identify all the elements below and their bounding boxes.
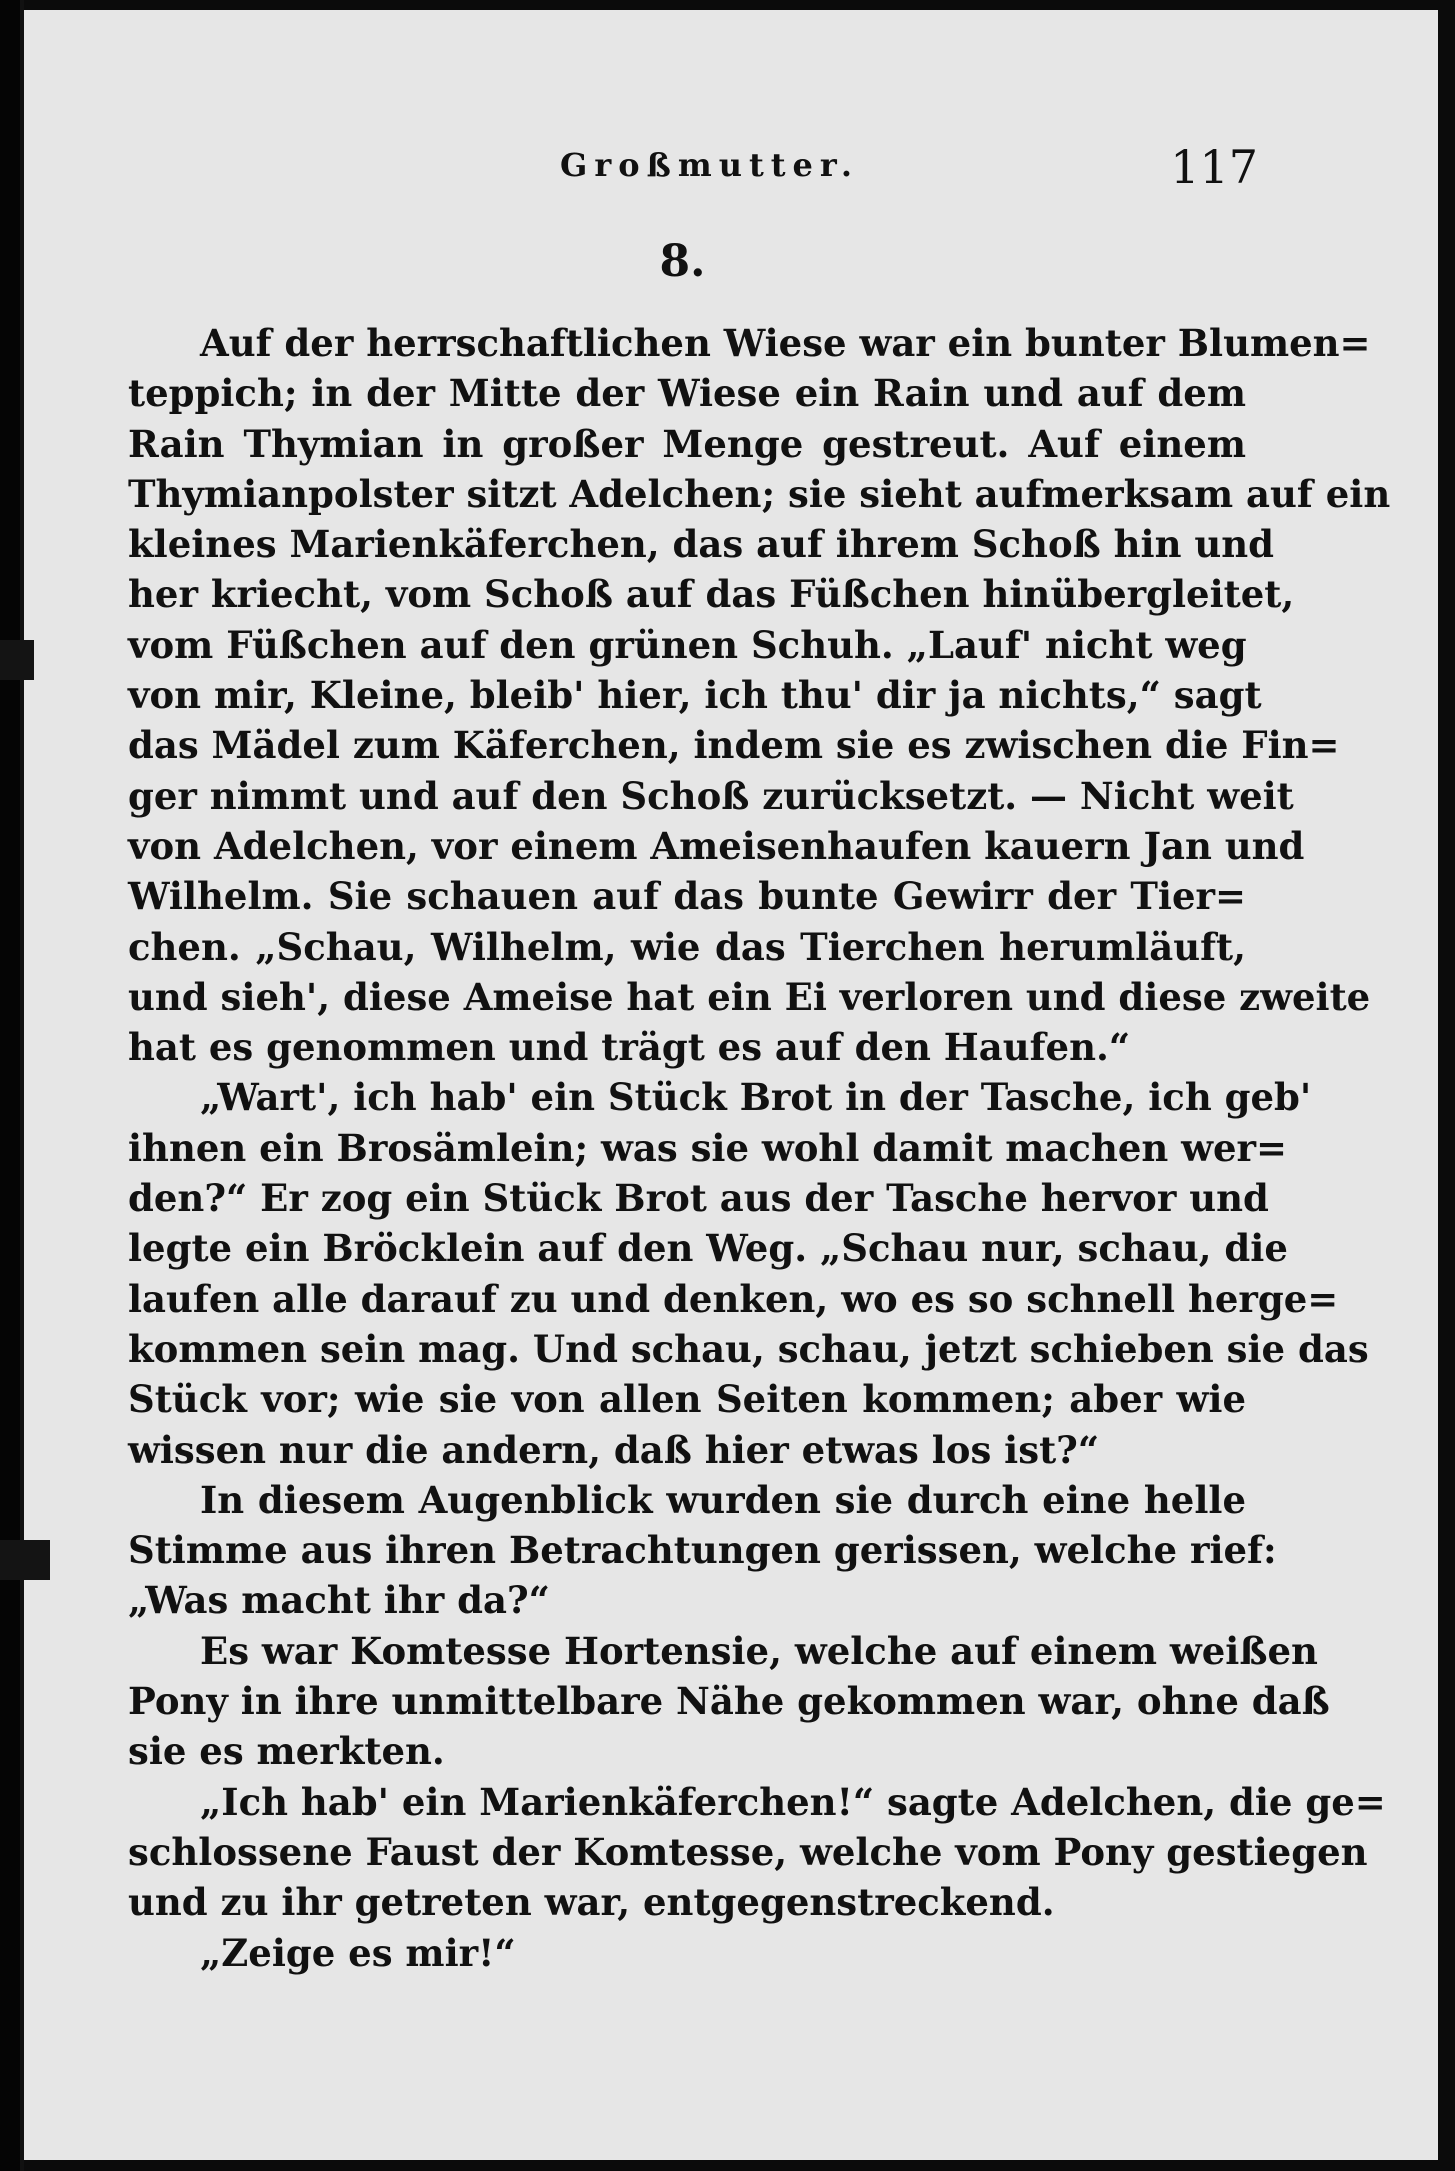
text-line: teppich; in der Mitte der Wiese ein Rain und auf dem [128, 371, 1246, 416]
text-line: das Mädel zum Käferchen, indem sie es zwischen die Fin= [128, 723, 1340, 768]
text-line: In diesem Augenblick wurden sie durch eine helle [200, 1477, 1246, 1522]
book-binding-edge [0, 0, 22, 2171]
section-number: 8. [659, 236, 706, 287]
text-line: Thymianpolster sitzt Adelchen; sie sieht aufmerksam auf ein [128, 471, 1391, 516]
binding-clip-mark-top [0, 640, 34, 680]
page-header [128, 140, 1258, 200]
text-line: von mir, Kleine, bleib' hier, ich thu' dir ja nichts,“ sagt [128, 673, 1262, 718]
text-line: von Adelchen, vor einem Ameisenhaufen kauern Jan und [128, 823, 1305, 868]
text-line: „Ich hab' ein Marienkäferchen!“ sagte Adelchen, die ge= [200, 1779, 1386, 1824]
text-line: vom Füßchen auf den grünen Schuh. „Lauf' nicht weg [128, 622, 1247, 667]
binding-clip-mark-bottom [0, 1540, 50, 1580]
page-number: 117 [1170, 140, 1258, 194]
text-line: Rain Thymian in großer Menge gestreut. Auf einem [128, 421, 1246, 466]
spine-line [20, 0, 24, 2171]
text-line: sie es merkten. [128, 1729, 445, 1774]
text-line: kleines Marienkäferchen, das auf ihrem Schoß hin und [128, 522, 1275, 567]
text-line: „Was macht ihr da?“ [128, 1578, 550, 1623]
text-line: Es war Komtesse Hortensie, welche auf einem weißen [200, 1628, 1318, 1673]
text-line: und zu ihr getreten war, entgegenstreckend. [128, 1880, 1055, 1925]
text-line: hat es genommen und trägt es auf den Haufen.“ [128, 1025, 1131, 1070]
running-title: Großmutter. [560, 146, 859, 184]
text-line: „Zeige es mir!“ [200, 1930, 516, 1975]
text-line: und sieh', diese Ameise hat ein Ei verloren und diese zweite [128, 974, 1371, 1019]
text-line: Stimme aus ihren Betrachtungen gerissen, welche rief: [128, 1528, 1277, 1573]
text-line: laufen alle darauf zu und denken, wo es so schnell herge= [128, 1276, 1339, 1321]
text-line: schlossene Faust der Komtesse, welche vom Pony gestiegen [128, 1829, 1368, 1874]
body-text [128, 318, 1391, 1978]
text-line: her kriecht, vom Schoß auf das Füßchen hinübergleitet, [128, 572, 1295, 617]
text-line: ihnen ein Brosämlein; was sie wohl damit machen wer= [128, 1125, 1288, 1170]
text-line: Stück vor; wie sie von allen Seiten kommen; aber wie [128, 1377, 1246, 1422]
text-line: Auf der herrschaftlichen Wiese war ein bunter Blumen= [200, 321, 1371, 365]
text-line: „Wart', ich hab' ein Stück Brot in der Tasche, ich geb' [200, 1075, 1312, 1120]
text-line: wissen nur die andern, daß hier etwas los ist?“ [128, 1427, 1100, 1472]
text-line: den?“ Er zog ein Stück Brot aus der Tasche hervor und [128, 1176, 1269, 1221]
text-line: chen. „Schau, Wilhelm, wie das Tierchen herumläuft, [128, 924, 1246, 969]
text-line: kommen sein mag. Und schau, schau, jetzt schieben sie das [128, 1326, 1369, 1371]
text-line: ger nimmt und auf den Schoß zurücksetzt. — Nicht weit [128, 773, 1294, 818]
text-line: Pony in ihre unmittelbare Nähe gekommen war, ohne daß [128, 1679, 1330, 1724]
text-line: legte ein Bröcklein auf den Weg. „Schau nur, schau, die [128, 1226, 1288, 1271]
text-line: Wilhelm. Sie schauen auf das bunte Gewirr der Tier= [128, 874, 1246, 919]
